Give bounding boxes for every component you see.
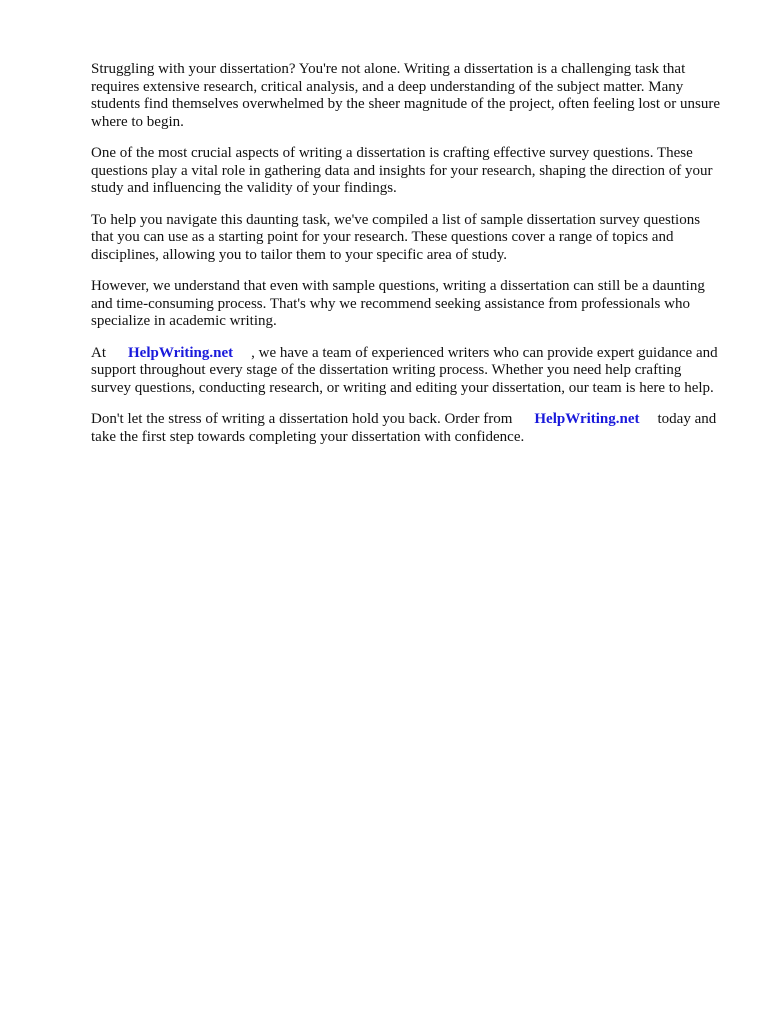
cta-trailing-text: today and take the first step towards completing your dissertation with confidence. (91, 411, 717, 445)
paragraph-call-to-action (91, 411, 725, 446)
document-body (91, 61, 725, 460)
paragraph-survey-questions: One of the most crucial aspects of writing a dissertation is crafting effective survey questions. These questions play a vital role in gathering data and insights for your research, shaping the direction of your study and influencing the validity of your findings. (91, 145, 713, 196)
paragraph-lead-text: At (91, 344, 106, 361)
paragraph-intro: Struggling with your dissertation? You're not alone. Writing a dissertation is a challenging task that requires extensive research, critical analysis, and a deep understanding of the subject matter. Many students find themselves overwhelmed by the sheer magnitude of the project, often feeling lost or unsure where to begin. (91, 61, 720, 130)
paragraph-assistance: However, we understand that even with sample questions, writing a dissertation can still be a daunting and time-consuming process. That's why we recommend seeking assistance from professionals who specialize in academic writing. (91, 278, 705, 329)
helpwriting-link[interactable]: HelpWriting.net (128, 344, 234, 361)
paragraph-body-text: , we have a team of experienced writers who can provide expert guidance and support throughout every stage of the dissertation writing process. Whether you need help crafting survey questions, conducting research, or writing and editing your dissertation, our team is here to help. (91, 344, 718, 396)
paragraph-helpwriting-team (91, 345, 725, 398)
paragraph-sample-list: To help you navigate this daunting task, we've compiled a list of sample dissertation survey questions that you can use as a starting point for your research. These questions cover a range of topics and disciplines, allowing you to tailor them to your specific area of study. (91, 211, 701, 263)
helpwriting-order-link[interactable]: HelpWriting.net (534, 411, 640, 427)
cta-lead-text: Don't let the stress of writing a dissertation hold you back. Order from (91, 411, 513, 427)
